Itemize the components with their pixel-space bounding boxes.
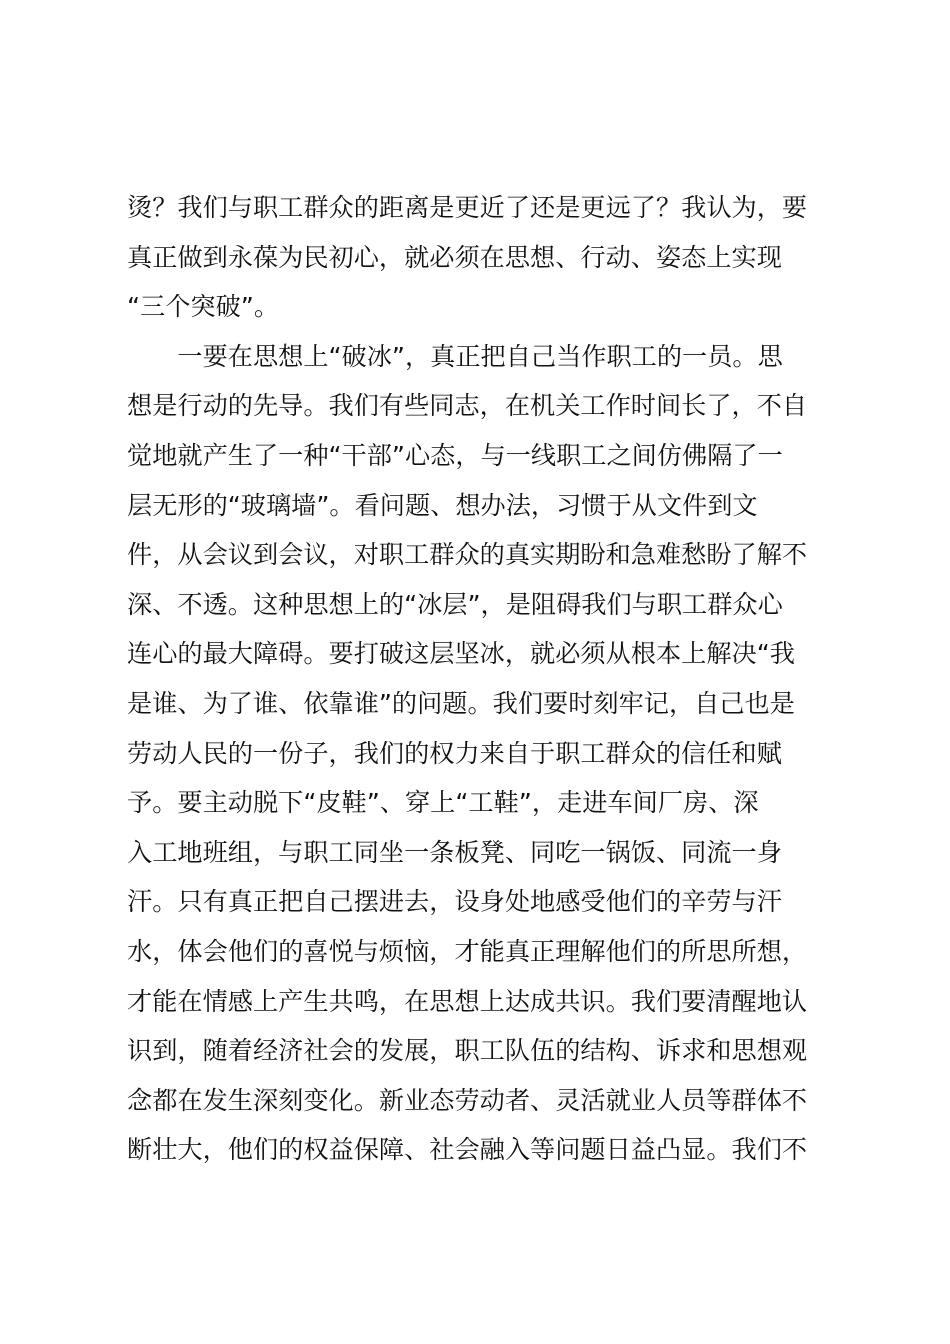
text-line: 想是行动的先导。我们有些同志，在机关工作时间长了，不自 — [127, 391, 808, 421]
text-line: 真正做到永葆为民初心，就必须在思想、行动、姿态上实现 — [127, 242, 782, 272]
document-body — [127, 183, 837, 1175]
text-line: 识到，随着经济社会的发展，职工队伍的结构、诉求和思想观 — [127, 1036, 808, 1066]
text-line: 入工地班组，与职工同坐一条板凳、同吃一锅饭、同流一身 — [127, 837, 782, 867]
text-line: 汗。只有真正把自己摆进去，设身处地感受他们的辛劳与汗 — [127, 887, 782, 917]
text-line: 予。要主动脱下“皮鞋”、穿上“工鞋”，走进车间厂房、深 — [127, 788, 759, 818]
text-line: 是谁、为了谁、依靠谁”的问题。我们要时刻牢记，自己也是 — [127, 688, 795, 718]
text-line: “三个突破”。 — [127, 292, 280, 322]
text-line: 水，体会他们的喜悦与烦恼，才能真正理解他们的所思所想， — [127, 936, 808, 966]
text-line: 断壮大，他们的权益保障、社会融入等问题日益凸显。我们不 — [127, 1135, 808, 1165]
text-line: 连心的最大障碍。要打破这层坚冰，就必须从根本上解决“我 — [127, 639, 795, 669]
paragraph-start-line: 一要在思想上“破冰”，真正把自己当作职工的一员。思 — [127, 341, 783, 371]
text-line: 才能在情感上产生共鸣，在思想上达成共识。我们要清醒地认 — [127, 986, 808, 1016]
text-line: 层无形的“玻璃墙”。看问题、想办法，习惯于从文件到文 — [127, 490, 758, 520]
text-line: 念都在发生深刻变化。新业态劳动者、灵活就业人员等群体不 — [127, 1085, 808, 1115]
text-line: 烫？我们与职工群众的距离是更近了还是更远了？我认为，要 — [127, 193, 808, 222]
text-line: 劳动人民的一份子，我们的权力来自于职工群众的信任和赋 — [127, 738, 782, 768]
text-line: 深、不透。这种思想上的“冰层”，是阻碍我们与职工群众心 — [127, 589, 783, 619]
text-line: 件，从会议到会议，对职工群众的真实期盼和急难愁盼了解不 — [127, 540, 808, 570]
text-line: 觉地就产生了一种“干部”心态，与一线职工之间仿佛隔了一 — [127, 440, 783, 470]
